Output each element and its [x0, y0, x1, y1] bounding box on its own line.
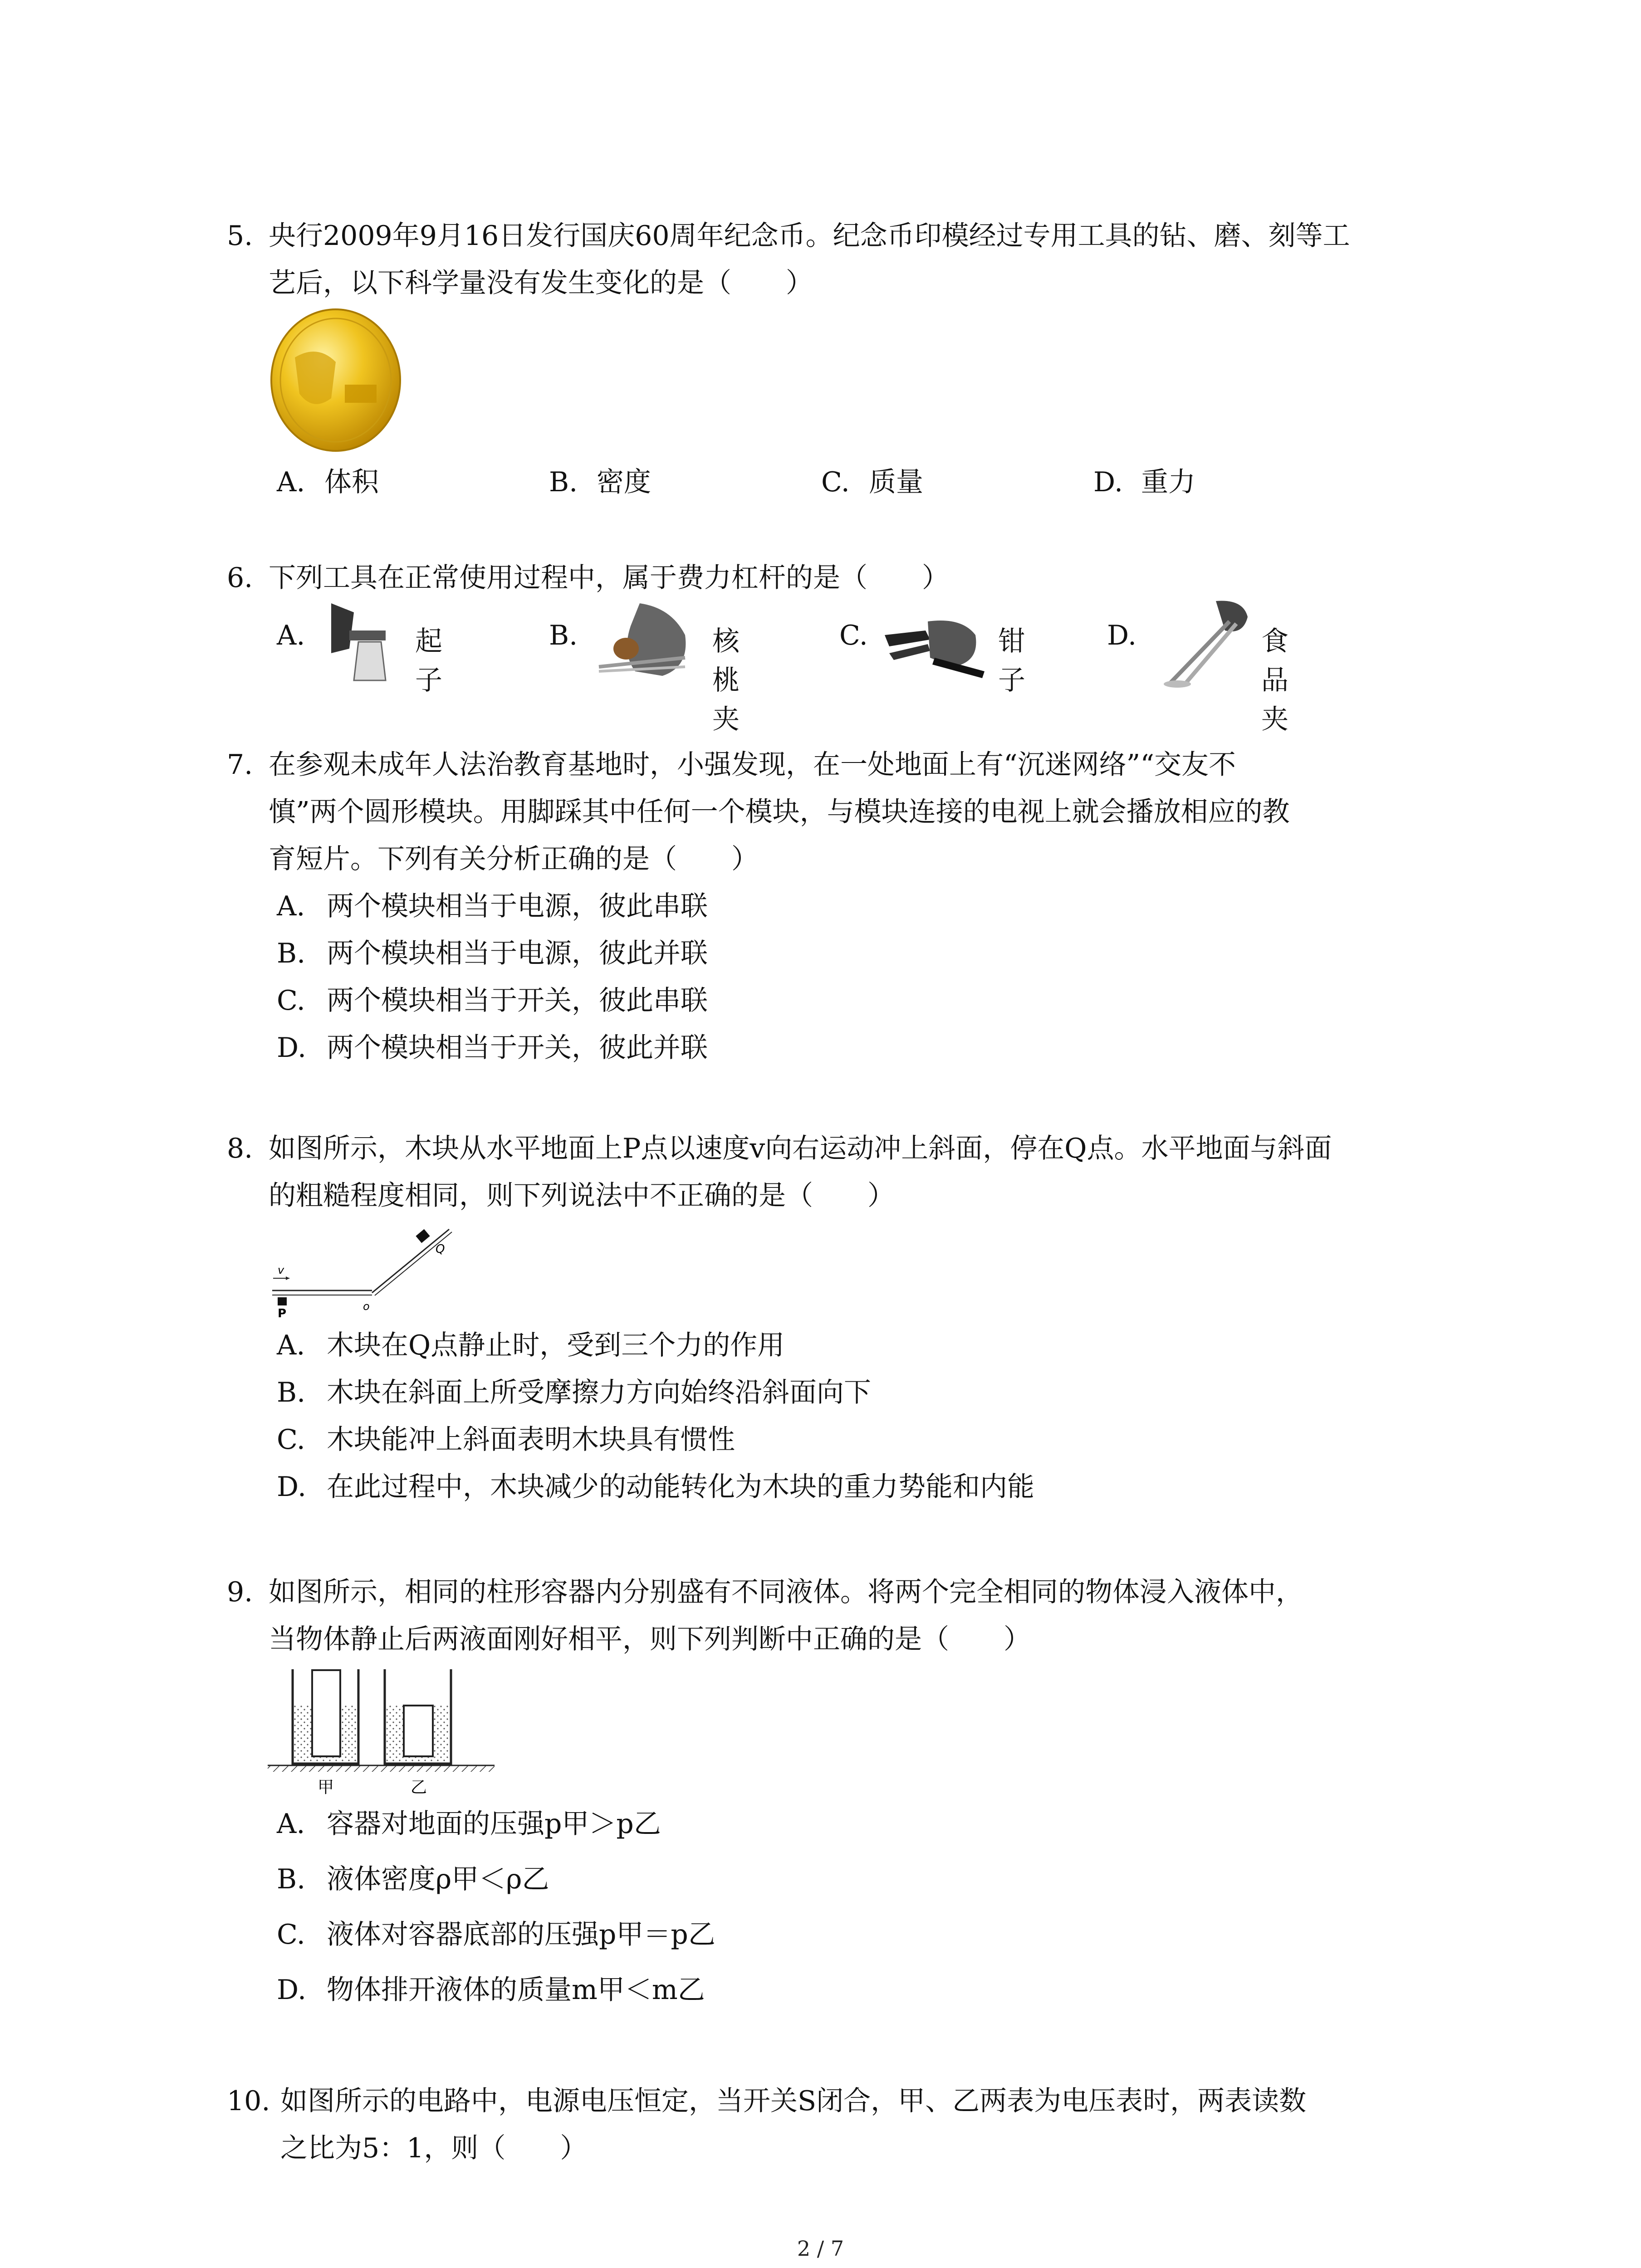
option-label: A.	[277, 890, 305, 922]
question-text	[269, 1125, 1470, 1219]
label-jia: 甲	[317, 1778, 334, 1797]
option-label: B.	[277, 1863, 306, 1895]
option-b[interactable]	[277, 930, 708, 977]
option-label: D.	[277, 1471, 307, 1503]
option-d[interactable]	[277, 1463, 1034, 1510]
food-tongs-image	[1157, 599, 1257, 689]
commemorative-coin-image	[268, 308, 404, 453]
option-label: C.	[277, 1424, 305, 1456]
option-label: A.	[277, 1330, 305, 1361]
question-5-options	[277, 460, 1366, 499]
option-text: 钳子	[998, 626, 1025, 696]
question-7-options	[227, 883, 708, 1071]
question-text	[280, 2077, 1470, 2172]
option-text: 木块在斜面上所受摩擦力方向始终沿斜面向下	[327, 1377, 871, 1408]
option-label: B.	[549, 466, 578, 498]
wooden-block-q	[416, 1229, 430, 1243]
question-number: 8.	[227, 1133, 253, 1164]
question-8	[227, 1125, 1470, 1219]
question-number: 7.	[227, 749, 253, 781]
option-d[interactable]	[277, 1962, 715, 2018]
question-text	[269, 741, 1470, 883]
option-text: 两个模块相当于电源，彼此并联	[327, 938, 708, 969]
question-text-line: 如图所示的电路中，电源电压恒定，当开关S闭合，甲、乙两表为电压表时，两表读数	[280, 2085, 1307, 2117]
question-text	[269, 1569, 1470, 1663]
option-label: C.	[277, 1919, 305, 1950]
question-text-line: 央行2009年9月16日发行国庆60周年纪念币。纪念币印模经过专用工具的钻、磨、刻等工	[269, 220, 1350, 252]
question-text-line: 如图所示，相同的柱形容器内分别盛有不同液体。将两个完全相同的物体浸入液体中，	[269, 1576, 1303, 1608]
question-9-options	[227, 1796, 715, 2018]
question-text-line: 艺后，以下科学量没有发生变化的是（ ）	[269, 267, 813, 299]
option-label: A.	[277, 1808, 305, 1840]
option-text: 重力	[1141, 466, 1195, 498]
option-text: 木块在Q点静止时，受到三个力的作用	[327, 1330, 785, 1361]
option-label: C.	[821, 466, 850, 498]
question-text-line: 在参观未成年人法治教育基地时，小强发现，在一处地面上有“沉迷网络”“交友不	[269, 749, 1236, 781]
nutcracker-image	[594, 599, 703, 685]
option-a[interactable]	[277, 1322, 1034, 1369]
containers-diagram	[268, 1660, 504, 1801]
option-text: 质量	[869, 466, 923, 498]
option-label: A.	[277, 620, 305, 651]
question-text-line: 育短片。下列有关分析正确的是（ ）	[269, 843, 759, 875]
option-label: D.	[277, 1032, 307, 1064]
pliers-image	[885, 603, 989, 680]
wooden-block-p	[278, 1297, 287, 1305]
question-8-options	[227, 1322, 1034, 1510]
option-label: D.	[1107, 620, 1137, 651]
bottle-opener-image	[322, 599, 399, 685]
option-label: B.	[277, 1377, 306, 1408]
question-9	[227, 1569, 1470, 1663]
question-text-line: 如图所示，木块从水平地面上P点以速度v向右运动冲上斜面，停在Q点。水平地面与斜面	[269, 1133, 1332, 1164]
option-c[interactable]	[277, 1416, 1034, 1463]
option-label: B.	[277, 938, 306, 969]
question-number: 10.	[227, 2085, 270, 2117]
object-yi	[404, 1706, 433, 1756]
label-yi: 乙	[410, 1778, 427, 1797]
option-c[interactable]	[821, 460, 1093, 499]
option-text: 核桃夹	[712, 626, 740, 735]
object-jia	[312, 1670, 340, 1756]
option-label: A.	[277, 466, 305, 498]
incline-diagram	[268, 1220, 467, 1325]
option-b[interactable]	[277, 1369, 1034, 1416]
label-o: o	[363, 1300, 370, 1313]
option-b[interactable]	[277, 1852, 715, 1907]
option-text: 物体排开液体的质量m甲＜m乙	[327, 1974, 705, 2006]
option-text: 液体对容器底部的压强p甲＝p乙	[327, 1919, 715, 1950]
question-text-line: 之比为5：1，则（ ）	[280, 2132, 588, 2164]
option-text: 容器对地面的压强p甲＞p乙	[327, 1808, 661, 1840]
question-text-line: 下列工具在正常使用过程中，属于费力杠杆的是（ ）	[269, 562, 949, 594]
option-c[interactable]	[277, 1907, 715, 1962]
option-text: 液体密度ρ甲＜ρ乙	[327, 1863, 549, 1895]
option-a[interactable]	[277, 1796, 715, 1852]
question-7	[227, 741, 1470, 883]
option-d[interactable]	[277, 1024, 708, 1071]
question-text	[269, 212, 1470, 307]
option-c[interactable]	[277, 977, 708, 1024]
option-label: C.	[277, 985, 305, 1017]
option-label: B.	[549, 620, 578, 651]
question-6	[227, 554, 1470, 601]
option-a[interactable]	[277, 883, 708, 930]
option-text: 木块能冲上斜面表明木块具有惯性	[327, 1424, 735, 1456]
option-d[interactable]	[1093, 460, 1366, 499]
option-text: 两个模块相当于开关，彼此串联	[327, 985, 708, 1017]
option-text: 起子	[415, 626, 442, 696]
label-q: Q	[436, 1242, 445, 1256]
option-text: 两个模块相当于电源，彼此串联	[327, 890, 708, 922]
option-text: 两个模块相当于开关，彼此并联	[327, 1032, 708, 1064]
option-text: 密度	[597, 466, 651, 498]
question-number: 6.	[227, 562, 253, 594]
option-label: C.	[839, 620, 868, 651]
option-text: 在此过程中，木块减少的动能转化为木块的重力势能和内能	[327, 1471, 1034, 1503]
option-label: D.	[1093, 466, 1123, 498]
question-text	[269, 554, 1470, 601]
question-10	[227, 2077, 1470, 2172]
option-label: D.	[277, 1974, 307, 2006]
option-text: 体积	[324, 466, 379, 498]
question-text-line: 的粗糙程度相同，则下列说法中不正确的是（ ）	[269, 1180, 895, 1212]
label-v: v	[278, 1264, 284, 1276]
question-number: 5.	[227, 220, 253, 252]
page-number: 2 / 7	[797, 2236, 844, 2261]
question-5	[227, 212, 1470, 307]
option-a[interactable]	[277, 460, 549, 499]
question-number: 9.	[227, 1576, 253, 1608]
label-p: P	[278, 1307, 287, 1320]
question-text-line: 慎”两个圆形模块。用脚踩其中任何一个模块，与模块连接的电视上就会播放相应的教	[269, 796, 1290, 828]
option-b[interactable]	[549, 460, 821, 499]
question-text-line: 当物体静止后两液面刚好相平，则下列判断中正确的是（ ）	[269, 1623, 1031, 1655]
option-text: 食品夹	[1261, 626, 1288, 735]
